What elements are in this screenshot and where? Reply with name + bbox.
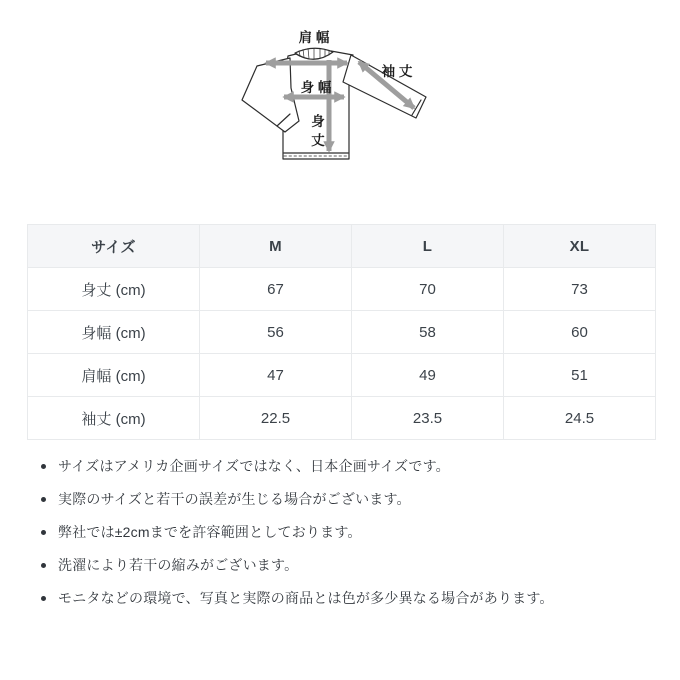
bullet-dot	[41, 596, 46, 601]
cell-sleeve-length-m: 22.5	[200, 397, 352, 440]
note-item	[41, 522, 649, 542]
cell-body-length-l: 70	[352, 268, 504, 311]
note-text: 洗濯により若干の縮みがございます。	[58, 557, 299, 573]
table-row-sleeve-length	[28, 397, 656, 440]
notes-list	[41, 456, 649, 621]
note-text: 実際のサイズと若干の誤差が生じる場合がございます。	[58, 491, 411, 507]
col-header-xl: XL	[504, 225, 656, 268]
cell-shoulder-width-m: 47	[200, 354, 352, 397]
row-label-body-length: 身丈 (cm)	[28, 268, 200, 311]
note-item	[41, 489, 649, 509]
size-table-header-row	[28, 225, 656, 268]
row-label-shoulder-width: 肩幅 (cm)	[28, 354, 200, 397]
cell-sleeve-length-l: 23.5	[352, 397, 504, 440]
note-item	[41, 456, 649, 476]
size-table	[27, 224, 656, 440]
cell-body-length-xl: 73	[504, 268, 656, 311]
row-label-body-width: 身幅 (cm)	[28, 311, 200, 354]
cell-body-length-m: 67	[200, 268, 352, 311]
body-width-label: 身 幅	[300, 80, 332, 95]
cell-sleeve-length-xl: 24.5	[504, 397, 656, 440]
shoulder-width-label: 肩 幅	[298, 30, 330, 45]
cell-body-width-m: 56	[200, 311, 352, 354]
col-header-l: L	[352, 225, 504, 268]
table-row-body-width	[28, 311, 656, 354]
bullet-dot	[41, 464, 46, 469]
note-item	[41, 588, 649, 608]
table-row-shoulder-width	[28, 354, 656, 397]
col-header-size: サイズ	[28, 225, 200, 268]
note-item	[41, 555, 649, 575]
cell-body-width-l: 58	[352, 311, 504, 354]
table-row-body-length	[28, 268, 656, 311]
sleeve-length-label: 袖 丈	[381, 64, 413, 79]
body-length-label-char2: 丈	[311, 133, 325, 148]
cell-shoulder-width-l: 49	[352, 354, 504, 397]
note-text: サイズはアメリカ企画サイズではなく、日本企画サイズです。	[58, 458, 450, 474]
shirt-diagram-svg	[230, 18, 470, 183]
note-text: 弊社では±2cmまでを許容範囲としております。	[58, 524, 362, 540]
bullet-dot	[41, 497, 46, 502]
row-label-sleeve-length: 袖丈 (cm)	[28, 397, 200, 440]
cell-shoulder-width-xl: 51	[504, 354, 656, 397]
col-header-m: M	[200, 225, 352, 268]
bullet-dot	[41, 563, 46, 568]
note-text: モニタなどの環境で、写真と実際の商品とは色が多少異なる場合があります。	[58, 590, 554, 606]
body-length-label-char1: 身	[311, 114, 325, 129]
cell-body-width-xl: 60	[504, 311, 656, 354]
bullet-dot	[41, 530, 46, 535]
shirt-measurement-diagram	[230, 18, 470, 183]
